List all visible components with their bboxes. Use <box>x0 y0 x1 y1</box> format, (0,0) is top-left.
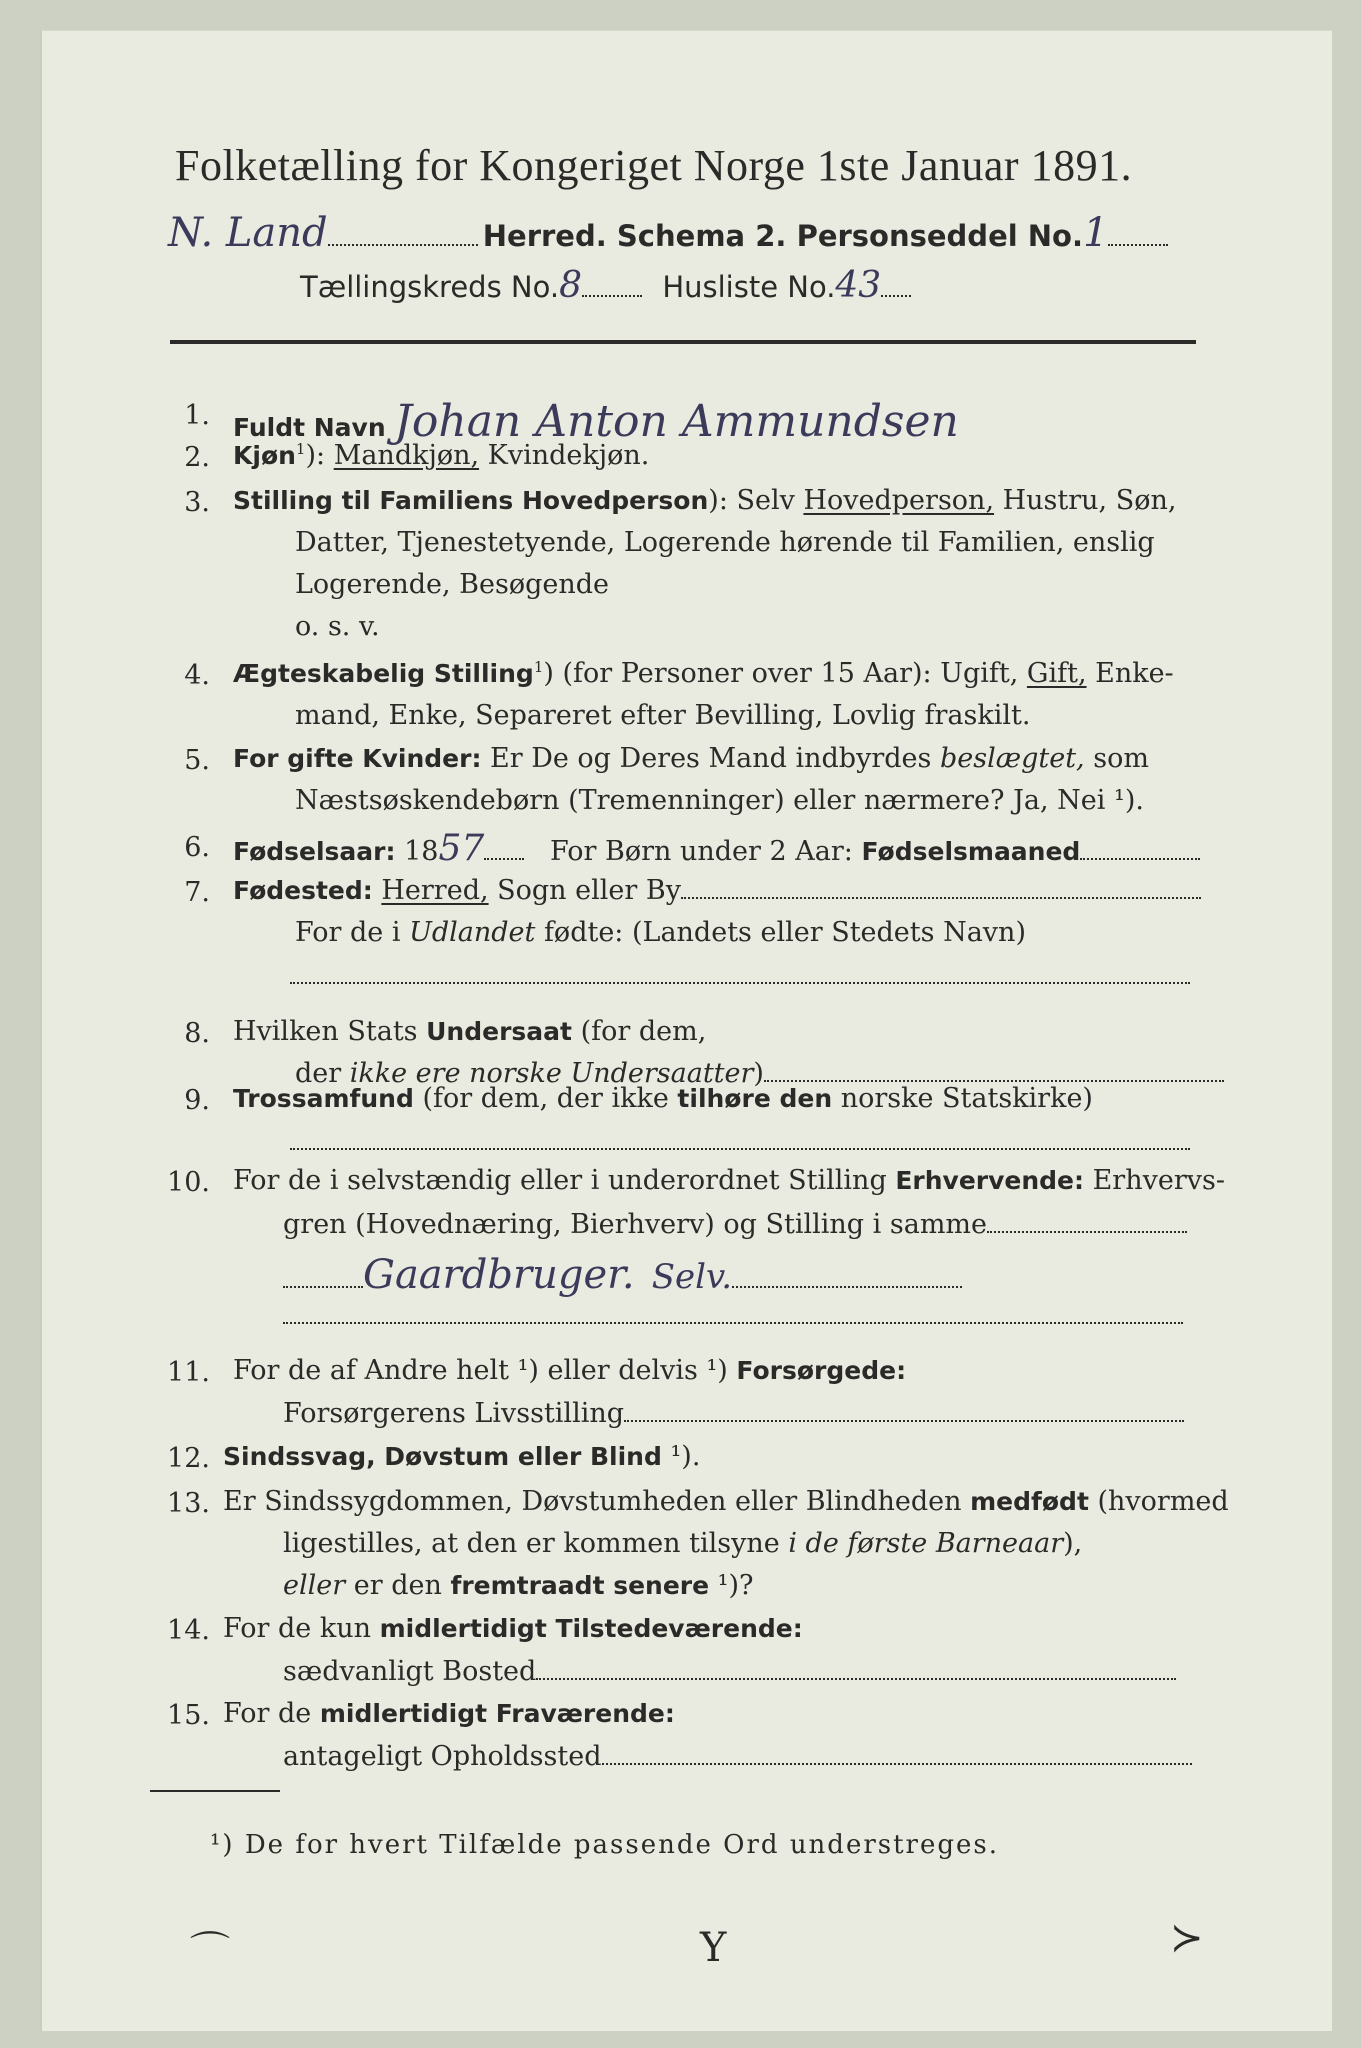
q9-text2: norske Statskirke) <box>832 1083 1093 1114</box>
q11-number: 11. <box>167 1357 210 1388</box>
q3-tail: Hustru, Søn, <box>994 485 1177 516</box>
q3-option-hovedperson: Hovedperson, <box>803 485 995 516</box>
header-row-2 <box>168 210 1208 260</box>
q2-number: 2. <box>184 442 210 473</box>
q8-line2a: der <box>295 1058 350 1089</box>
q6-rest: For Børn under 2 Aar: <box>550 836 862 867</box>
q8-line-1 <box>233 1016 706 1047</box>
q11-line-2 <box>283 1398 1184 1429</box>
q10-number: 10. <box>167 1167 210 1198</box>
personseddel-label: Personseddel No. <box>796 219 1083 253</box>
q13-line-3 <box>283 1570 754 1601</box>
q8-number: 8. <box>184 1018 210 1049</box>
q5-tail: som <box>1084 743 1149 774</box>
q12-line <box>223 1441 700 1472</box>
q14-line-2 <box>283 1656 1176 1687</box>
q12-rest: ¹). <box>661 1441 701 1472</box>
q9-number: 9. <box>184 1085 210 1116</box>
q5-number: 5. <box>184 745 210 776</box>
q5-italic: beslægtet, <box>939 743 1085 774</box>
form-title: Folketælling for Kongeriget Norge 1ste Januar 1891. <box>175 141 1133 190</box>
q15-line-1 <box>223 1698 675 1729</box>
q9-text1: (for dem, der ikke <box>413 1083 678 1114</box>
q6-number: 6. <box>184 832 210 863</box>
q11-line-1 <box>233 1355 906 1386</box>
q6-label2: Fødselsmaaned <box>861 837 1081 866</box>
q2-option-mandkjon: Mandkjøn, <box>333 440 480 471</box>
header-divider <box>170 340 1196 344</box>
q1-label: Fuldt Navn <box>233 413 386 442</box>
kreds-value: 8 <box>559 265 582 306</box>
q1-value: Johan Anton Ammundsen <box>394 396 959 447</box>
herred-value: N. Land <box>168 210 328 256</box>
q14-line-1 <box>223 1613 803 1644</box>
q4-number: 4. <box>184 660 210 691</box>
q4-tail: Enke- <box>1086 658 1174 689</box>
q11-line2: Forsørgerens Livsstilling <box>283 1398 625 1429</box>
q15-line2: antageligt Opholdssted <box>283 1741 602 1772</box>
footnote: ¹) De for hvert Tilfælde passende Ord understreges. <box>210 1830 1000 1860</box>
q4-option-gift: Gift, <box>1026 658 1087 689</box>
q12-label: Sindssvag, Døvstum eller Blind <box>223 1442 662 1471</box>
q2-option-kvindekjon: Kvindekjøn. <box>479 440 650 471</box>
q4-label: Ægteskabelig Stilling <box>233 659 534 688</box>
q6-prefix: 18 <box>404 836 439 867</box>
q6-value: 57 <box>438 828 485 869</box>
q13-line2i: i de første Barneaar <box>788 1528 1064 1559</box>
q14-line2: sædvanligt Bosted <box>283 1656 537 1687</box>
q10-line2: gren (Hovednæring, Bierhverv) og Stilling i samme <box>283 1209 988 1240</box>
corner-mark-center: Y <box>700 1925 727 1971</box>
q2-sup: 1 <box>295 440 306 458</box>
q1-number: 1. <box>184 400 210 431</box>
kreds-label: Tællingskreds No. <box>300 270 560 304</box>
husliste-value: 43 <box>835 265 882 306</box>
herred-label: Herred. <box>482 219 607 253</box>
q15-text1: For de <box>223 1698 320 1729</box>
q11-text1: For de af Andre helt ¹) eller delvis ¹) <box>233 1355 737 1386</box>
q8-text1: Hvilken Stats <box>233 1016 427 1047</box>
q5-rest: Er De og Deres Mand indbyrdes <box>481 743 940 774</box>
q7-number: 7. <box>184 877 210 908</box>
q10-line-2 <box>283 1209 1187 1240</box>
q7-line2a: For de i <box>295 917 410 948</box>
schema-label: Schema 2. <box>616 219 787 253</box>
q10-blank <box>283 1300 1183 1331</box>
q10-answer-line <box>283 1252 962 1298</box>
q6-line <box>233 828 1200 869</box>
q13-line-2 <box>283 1528 1082 1559</box>
corner-mark-left: ⌒ <box>190 1929 230 1975</box>
q13-text2: (hvormed <box>1088 1486 1229 1517</box>
q7-line-1 <box>233 875 1201 906</box>
q10-value-status: Selv. <box>651 1257 733 1297</box>
q3-line-4: o. s. v. <box>295 611 380 642</box>
q10-label: Erhvervende: <box>895 1166 1085 1195</box>
q7-line2b: fødte: (Landets eller Stedets Navn) <box>535 917 1026 948</box>
q13-number: 13. <box>167 1488 210 1519</box>
q3-line-3: Logerende, Besøgende <box>295 569 609 600</box>
q13-line2a: ligestilles, at den er kommen tilsyne <box>283 1528 789 1559</box>
q3-line-2: Datter, Tjenestetyende, Logerende hørende til Familien, enslig <box>295 527 1155 558</box>
husliste-label: Husliste No. <box>662 270 836 304</box>
q15-line-2 <box>283 1741 1192 1772</box>
q2-rest: ): <box>305 440 334 471</box>
q10-text1: For de i selvstændig eller i underordnet Stilling <box>233 1165 896 1196</box>
q7-blank <box>290 960 1190 991</box>
q8-text2: (for dem, <box>571 1016 707 1047</box>
q10-line-1 <box>233 1165 1225 1196</box>
q8-line2b: ) <box>753 1058 764 1089</box>
q4-line-1: Ægteskabelig Stilling$^1$) (for Personer over 15 Aar): Ugift, Gift, Enke- <box>233 658 1174 689</box>
q7-option-herred: Herred, <box>381 875 489 906</box>
q8-label: Undersaat <box>426 1017 572 1046</box>
q14-text1: For de kun <box>223 1613 380 1644</box>
q13-line3i: eller <box>283 1570 346 1601</box>
header-row-3 <box>300 265 1200 315</box>
q9-label2: tilhøre den <box>677 1084 833 1113</box>
corner-mark-right: ≻ <box>1170 1915 1204 1961</box>
q13-line3c: ¹)? <box>709 1570 754 1601</box>
q8-line2i: ikke ere norske Undersaatter <box>349 1058 754 1089</box>
q3-line-1 <box>233 485 1176 516</box>
q7-label: Fødested: <box>233 876 373 905</box>
q9-line <box>233 1083 1093 1114</box>
q2-line <box>233 440 649 471</box>
q6-label: Fødselsaar: <box>233 837 396 866</box>
q15-number: 15. <box>167 1700 210 1731</box>
q15-label: midlertidigt Fraværende: <box>319 1699 675 1728</box>
q13-line-1 <box>223 1486 1229 1517</box>
q5-label: For gifte Kvinder: <box>233 744 482 773</box>
q7-line-2 <box>295 917 1026 948</box>
q10-text2: Erhvervs- <box>1084 1165 1225 1196</box>
q3-rest: ): Selv <box>708 485 804 516</box>
q7-line2i: Udlandet <box>409 917 536 948</box>
q14-number: 14. <box>167 1615 210 1646</box>
footnote-divider <box>150 1790 280 1792</box>
q13-text1: Er Sindssygdommen, Døvstumheden eller Blindheden <box>223 1486 971 1517</box>
q2-label: Kjøn <box>233 441 296 470</box>
q13-line2b: ), <box>1063 1528 1083 1559</box>
q12-number: 12. <box>167 1443 210 1474</box>
q10-value-occupation: Gaardbruger. <box>363 1252 635 1298</box>
q9-label: Trossamfund <box>233 1084 414 1113</box>
q3-label: Stilling til Familiens Hovedperson <box>233 486 709 515</box>
q13-label: medfødt <box>970 1487 1089 1516</box>
q7-rest: Sogn eller By <box>488 875 681 906</box>
q14-label: midlertidigt Tilstedeværende: <box>379 1614 803 1643</box>
personseddel-value: 1 <box>1082 210 1109 256</box>
q13-line3a: er den <box>345 1570 451 1601</box>
q3-number: 3. <box>184 487 210 518</box>
q5-line-1 <box>233 743 1149 774</box>
q13-line3b: fremtraadt senere <box>450 1571 710 1600</box>
q9-blank <box>290 1126 1190 1157</box>
q4-rest: ) (for Personer over 15 Aar): Ugift, <box>543 658 1027 689</box>
q5-line-2: Næstsøskendebørn (Tremenninger) eller nærmere? Ja, Nei ¹). <box>295 785 1144 816</box>
q11-label: Forsørgede: <box>736 1356 907 1385</box>
q4-line-2: mand, Enke, Separeret efter Bevilling, Lovlig fraskilt. <box>295 700 1031 731</box>
